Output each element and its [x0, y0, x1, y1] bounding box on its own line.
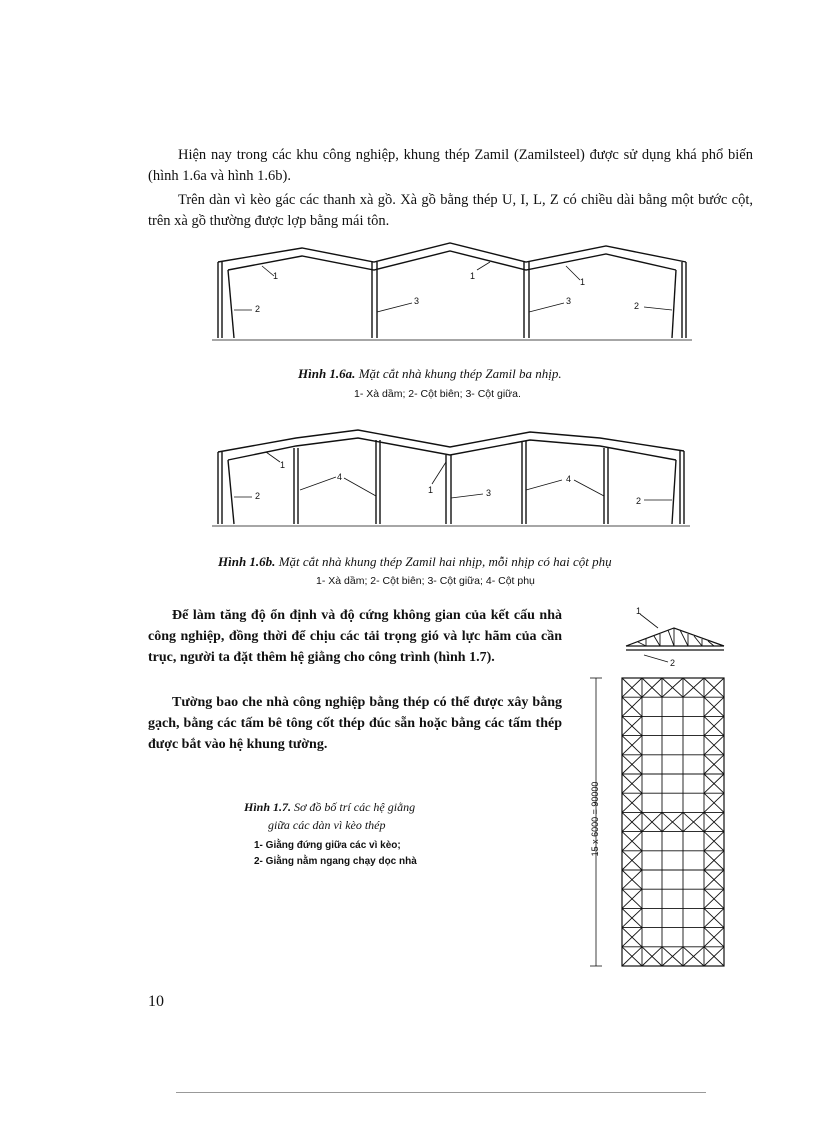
fig-1-6b-label: 4	[566, 474, 572, 484]
fig-1-6b-title-rest: Mặt cắt nhà khung thép Zamil hai nhịp, mỗi nhịp có hai cột phụ	[275, 554, 612, 569]
fig-1-6a-label: 1	[273, 271, 279, 281]
fig-1-6a-label: 3	[414, 296, 420, 306]
fig-1-6b-label: 2	[255, 491, 261, 501]
fig-1-6a-label: 2	[255, 304, 261, 314]
fig-1-6a-label: 2	[634, 301, 640, 311]
fig-1-7-title	[244, 800, 415, 815]
fig-1-7-title-bold: Hình 1.7.	[244, 800, 292, 814]
fig-1-6b-legend: 1- Xà dầm; 2- Cột biên; 3- Cột giữa; 4- Cột phụ	[316, 575, 535, 587]
fig-1-7-dimension: 15 x 6000 = 90000	[590, 781, 600, 857]
fig-1-6b-label: 3	[486, 488, 492, 498]
fig-1-6a-title	[298, 366, 562, 382]
paragraph-intro: Hiện nay trong các khu công nghiệp, khung thép Zamil (Zamilsteel) được sử dụng khá phổ biến (hình 1.6a và hình 1.6b).	[148, 147, 753, 184]
fig-1-6a-label: 1	[470, 271, 476, 281]
fig-1-6a-title-rest: Mặt cắt nhà khung thép Zamil ba nhịp.	[355, 366, 562, 381]
paragraph-bracing: Để làm tăng độ ổn định và độ cứng không gian của kết cấu nhà công nghiệp, đồng thời để chịu các tải trọng gió và lực hãm của cần trục, người ta đặt thêm hệ giằng cho công trình (hình 1.7).	[148, 608, 562, 665]
fig-1-6b-label: 1	[428, 485, 434, 495]
fig-1-6b-label: 2	[636, 496, 642, 506]
fig-1-7-title-rest: Sơ đồ bố trí các hệ giằng	[291, 800, 416, 814]
footer-rule	[176, 1092, 706, 1093]
fig-1-7-label-2: 2	[670, 658, 676, 668]
fig-1-7-title-line2: giữa các dàn vì kèo thép	[268, 818, 386, 832]
fig-1-6b-label: 4	[337, 472, 343, 482]
paragraph-walls: Tường bao che nhà công nghiệp bằng thép có thể được xây bằng gạch, bằng các tấm bê tông cốt thép đúc sẵn hoặc bằng các tấm thép được bắt vào hệ khung tường.	[148, 695, 562, 752]
fig-1-6a-title-bold: Hình 1.6a.	[298, 366, 356, 381]
fig-1-6a-label: 3	[566, 296, 572, 306]
fig-1-7-label-1: 1	[636, 606, 642, 616]
fig-1-7-legend-1: 1- Giằng đứng giữa các vì kèo;	[254, 840, 401, 851]
fig-1-6b-title-bold: Hình 1.6b.	[218, 554, 276, 569]
paragraph-purlins: Trên dàn vì kèo gác các thanh xà gồ. Xà gồ bằng thép U, I, L, Z có chiều dài bằng một bước cột, trên xà gồ thường được lợp bằng mái tôn.	[148, 192, 753, 229]
fig-1-6b-label: 1	[280, 460, 286, 470]
fig-1-6a-legend: 1- Xà dầm; 2- Cột biên; 3- Cột giữa.	[354, 388, 521, 400]
fig-1-7-legend-2: 2- Giằng nằm ngang chạy dọc nhà	[254, 856, 417, 867]
fig-1-6a-label: 1	[580, 277, 586, 287]
page-number: 10	[148, 993, 164, 1010]
fig-1-6b-title	[218, 554, 612, 570]
